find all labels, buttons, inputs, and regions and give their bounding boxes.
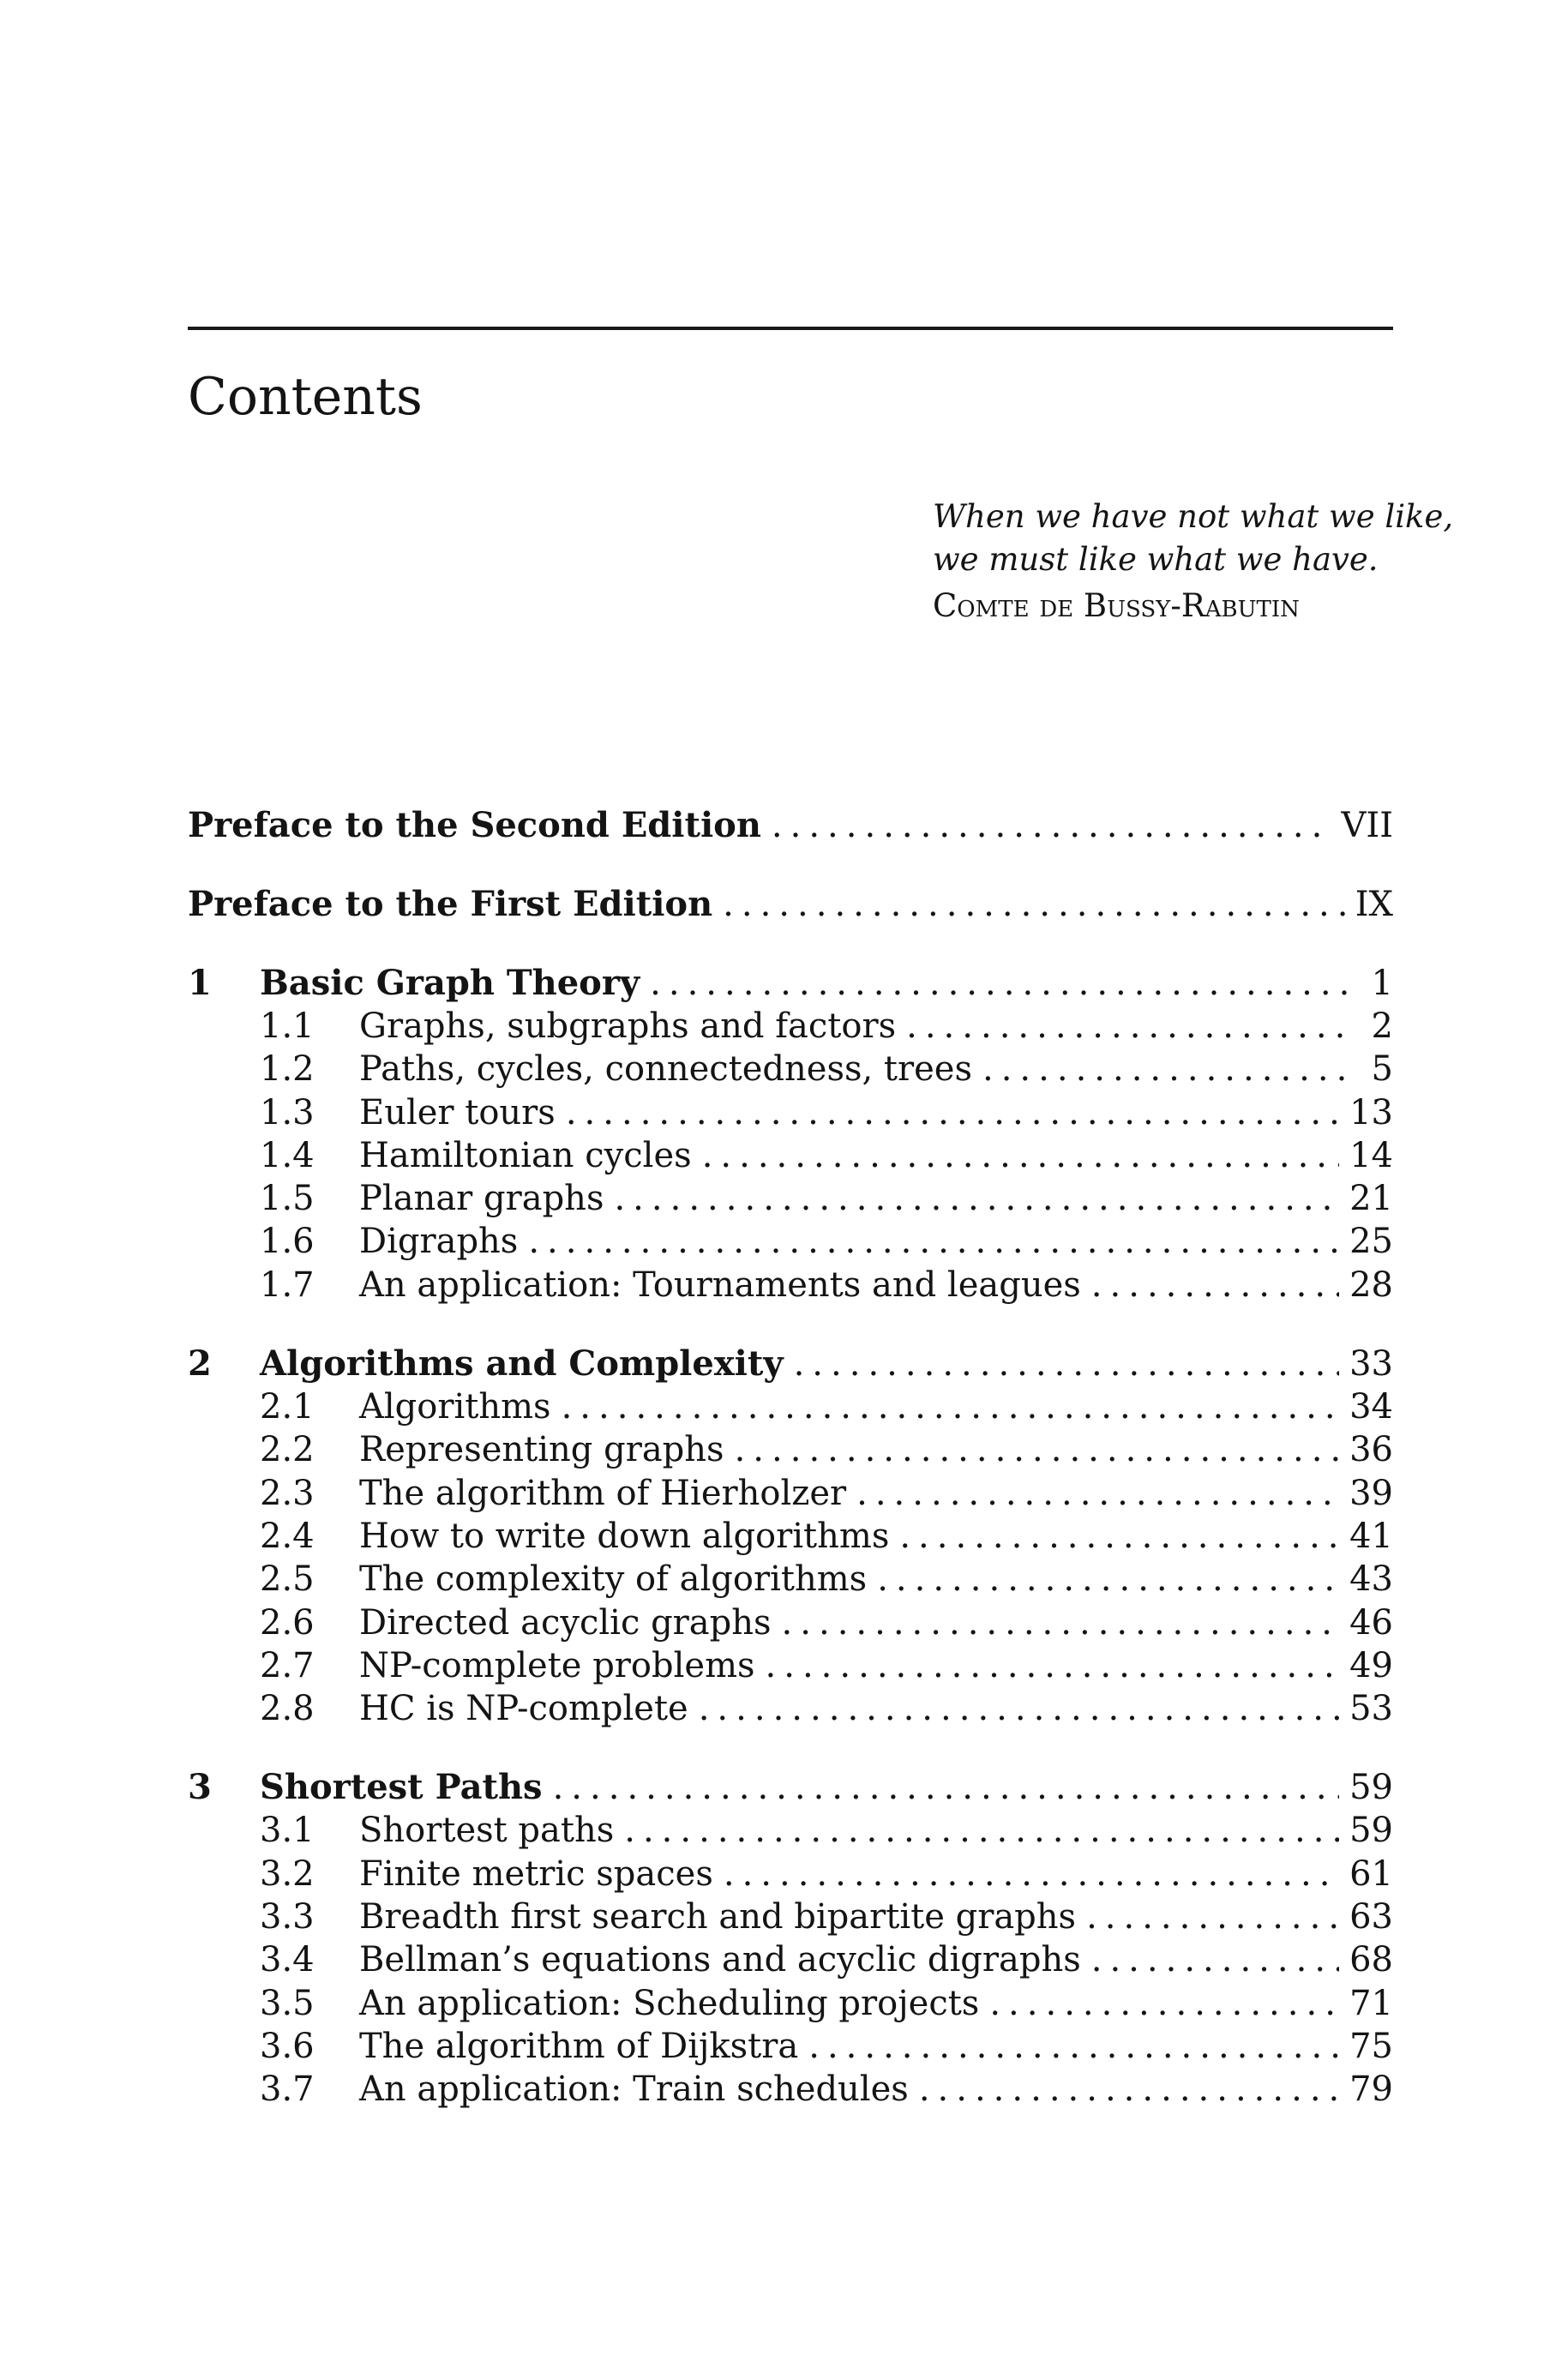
chapter-number: 2 bbox=[188, 1343, 212, 1385]
toc-section[interactable] bbox=[188, 1853, 1393, 1895]
section-number: 3.3 bbox=[260, 1897, 315, 1937]
epigraph-line-1: When we have not what we like, bbox=[933, 498, 1454, 535]
section-page: 25 bbox=[1349, 1222, 1393, 1262]
section-number: 3.4 bbox=[260, 1940, 315, 1980]
section-page: 5 bbox=[1371, 1049, 1393, 1090]
toc-section[interactable] bbox=[188, 1558, 1393, 1601]
page-title: Contents bbox=[188, 367, 423, 427]
toc-section[interactable] bbox=[188, 1687, 1393, 1730]
section-title: Representing graphs bbox=[359, 1430, 724, 1470]
section-page: 68 bbox=[1349, 1940, 1393, 1980]
section-title: An application: Scheduling projects bbox=[359, 1983, 980, 2023]
section-number: 1.7 bbox=[260, 1265, 315, 1305]
toc-section[interactable] bbox=[188, 1048, 1393, 1090]
section-title: An application: Train schedules bbox=[359, 2070, 909, 2110]
section-title: Directed acyclic graphs bbox=[359, 1602, 772, 1643]
dot-leader bbox=[614, 1177, 1339, 1220]
epigraph-line-2: we must like what we have. bbox=[933, 541, 1379, 578]
section-page: 13 bbox=[1349, 1092, 1393, 1132]
section-title: Breadth first search and bipartite graphs bbox=[359, 1897, 1077, 1937]
dot-leader bbox=[877, 1558, 1339, 1601]
section-title: The algorithm of Dijkstra bbox=[359, 2026, 799, 2066]
chapter-page: 59 bbox=[1349, 1768, 1393, 1808]
toc-entry-title: Preface to the First Edition bbox=[188, 884, 713, 924]
toc-section[interactable] bbox=[188, 1134, 1393, 1177]
section-page: 36 bbox=[1349, 1430, 1393, 1470]
section-page: 61 bbox=[1349, 1853, 1393, 1894]
toc-entry-preface-second[interactable] bbox=[188, 804, 1393, 847]
section-number: 2.5 bbox=[260, 1559, 315, 1600]
toc-section[interactable] bbox=[188, 1005, 1393, 1048]
dot-leader bbox=[782, 1601, 1340, 1644]
toc-entry-preface-first[interactable] bbox=[188, 883, 1393, 926]
chapter-number: 3 bbox=[188, 1767, 212, 1808]
dot-leader bbox=[772, 804, 1331, 847]
section-number: 3.7 bbox=[260, 2070, 315, 2110]
section-number: 2.4 bbox=[260, 1516, 315, 1556]
chapter-page: 1 bbox=[1371, 964, 1393, 1003]
dot-leader bbox=[699, 1687, 1339, 1730]
section-title: Hamiltonian cycles bbox=[359, 1135, 692, 1175]
section-number: 1.4 bbox=[260, 1135, 315, 1175]
section-title: Bellman’s equations and acyclic digraphs bbox=[359, 1940, 1081, 1980]
chapter-title: Shortest Paths bbox=[260, 1767, 543, 1808]
section-page: 28 bbox=[1349, 1265, 1393, 1305]
section-number: 3.5 bbox=[260, 1983, 315, 2023]
section-title: Graphs, subgraphs and factors bbox=[359, 1006, 897, 1046]
toc-chapter-3[interactable] bbox=[188, 1766, 1393, 1809]
dot-leader bbox=[794, 1343, 1340, 1385]
chapter-title: Basic Graph Theory bbox=[260, 963, 640, 1003]
toc-section[interactable] bbox=[188, 1264, 1393, 1307]
toc-section[interactable] bbox=[188, 1938, 1393, 1981]
section-title: The complexity of algorithms bbox=[359, 1559, 868, 1600]
section-title: Algorithms bbox=[359, 1387, 551, 1427]
epigraph bbox=[933, 496, 1453, 628]
section-title: Digraphs bbox=[359, 1222, 519, 1262]
toc-chapter-2[interactable] bbox=[188, 1343, 1393, 1385]
chapter-number: 1 bbox=[188, 963, 212, 1003]
toc-section[interactable] bbox=[188, 1385, 1393, 1428]
section-page: 79 bbox=[1349, 2070, 1393, 2110]
section-number: 1.5 bbox=[260, 1179, 315, 1219]
toc-section[interactable] bbox=[188, 1601, 1393, 1644]
section-page: 59 bbox=[1349, 1811, 1393, 1851]
dot-leader bbox=[1091, 1938, 1339, 1981]
epigraph-author: Comte de Bussy-Rabutin bbox=[933, 587, 1300, 624]
section-page: 53 bbox=[1349, 1689, 1393, 1729]
dot-leader bbox=[919, 2068, 1339, 2111]
dot-leader bbox=[528, 1220, 1339, 1263]
section-page: 41 bbox=[1349, 1516, 1393, 1556]
section-page: 49 bbox=[1349, 1645, 1393, 1685]
dot-leader bbox=[982, 1048, 1349, 1090]
toc-section[interactable] bbox=[188, 1809, 1393, 1852]
dot-leader bbox=[702, 1134, 1339, 1177]
section-page: 21 bbox=[1349, 1179, 1393, 1219]
section-page: 43 bbox=[1349, 1559, 1393, 1600]
section-title: Shortest paths bbox=[359, 1811, 615, 1851]
dot-leader bbox=[766, 1644, 1340, 1687]
section-page: 39 bbox=[1349, 1473, 1393, 1513]
toc-entry-page: IX bbox=[1355, 885, 1393, 924]
section-number: 2.2 bbox=[260, 1430, 315, 1470]
section-title: HC is NP-complete bbox=[359, 1689, 688, 1729]
dot-leader bbox=[906, 1005, 1349, 1048]
section-page: 2 bbox=[1371, 1006, 1393, 1046]
toc-section[interactable] bbox=[188, 2025, 1393, 2068]
section-number: 1.1 bbox=[260, 1006, 315, 1046]
toc-section[interactable] bbox=[188, 1895, 1393, 1938]
toc-section[interactable] bbox=[188, 1177, 1393, 1220]
table-of-contents bbox=[188, 804, 1393, 2112]
toc-chapter-1[interactable] bbox=[188, 962, 1393, 1005]
section-page: 75 bbox=[1349, 2026, 1393, 2066]
toc-section[interactable] bbox=[188, 1644, 1393, 1687]
section-page: 63 bbox=[1349, 1897, 1393, 1937]
dot-leader bbox=[624, 1809, 1339, 1852]
section-number: 3.2 bbox=[260, 1853, 315, 1894]
chapter-page: 33 bbox=[1349, 1344, 1393, 1385]
section-title: NP-complete problems bbox=[359, 1645, 755, 1685]
dot-leader bbox=[989, 1982, 1339, 2025]
toc-section[interactable] bbox=[188, 1428, 1393, 1471]
dot-leader bbox=[724, 1853, 1339, 1895]
section-number: 2.6 bbox=[260, 1602, 315, 1643]
toc-entry-page: VII bbox=[1341, 806, 1393, 845]
section-title: Euler tours bbox=[359, 1092, 556, 1132]
header-rule bbox=[188, 327, 1393, 330]
section-number: 1.2 bbox=[260, 1049, 315, 1090]
section-number: 3.1 bbox=[260, 1811, 315, 1851]
toc-section[interactable] bbox=[188, 1472, 1393, 1515]
toc-section[interactable] bbox=[188, 1220, 1393, 1263]
toc-section[interactable] bbox=[188, 1091, 1393, 1134]
section-number: 3.6 bbox=[260, 2026, 315, 2066]
section-title: Finite metric spaces bbox=[359, 1853, 713, 1894]
toc-section[interactable] bbox=[188, 2068, 1393, 2111]
section-title: An application: Tournaments and leagues bbox=[359, 1265, 1081, 1305]
toc-section[interactable] bbox=[188, 1515, 1393, 1558]
dot-leader bbox=[1086, 1895, 1339, 1938]
section-page: 14 bbox=[1349, 1135, 1393, 1175]
section-title: How to write down algorithms bbox=[359, 1516, 890, 1556]
section-number: 2.8 bbox=[260, 1689, 315, 1729]
dot-leader bbox=[1091, 1264, 1339, 1307]
section-number: 2.1 bbox=[260, 1387, 315, 1427]
section-title: The algorithm of Hierholzer bbox=[359, 1473, 847, 1513]
section-page: 71 bbox=[1349, 1983, 1393, 2023]
section-number: 2.7 bbox=[260, 1645, 315, 1685]
toc-section[interactable] bbox=[188, 1982, 1393, 2025]
dot-leader bbox=[856, 1472, 1339, 1515]
dot-leader bbox=[808, 2025, 1339, 2068]
dot-leader bbox=[735, 1428, 1340, 1471]
dot-leader bbox=[723, 883, 1345, 926]
dot-leader bbox=[650, 962, 1349, 1005]
dot-leader bbox=[899, 1515, 1339, 1558]
section-number: 2.3 bbox=[260, 1473, 315, 1513]
toc-entry-title: Preface to the Second Edition bbox=[188, 805, 761, 845]
section-page: 46 bbox=[1349, 1602, 1393, 1643]
section-page: 34 bbox=[1349, 1387, 1393, 1427]
section-number: 1.3 bbox=[260, 1092, 315, 1132]
dot-leader bbox=[562, 1385, 1340, 1428]
dot-leader bbox=[566, 1091, 1339, 1134]
chapter-title: Algorithms and Complexity bbox=[260, 1343, 784, 1385]
section-number: 1.6 bbox=[260, 1222, 315, 1262]
section-title: Planar graphs bbox=[359, 1179, 604, 1219]
dot-leader bbox=[553, 1766, 1340, 1809]
section-title: Paths, cycles, connectedness, trees bbox=[359, 1049, 972, 1090]
